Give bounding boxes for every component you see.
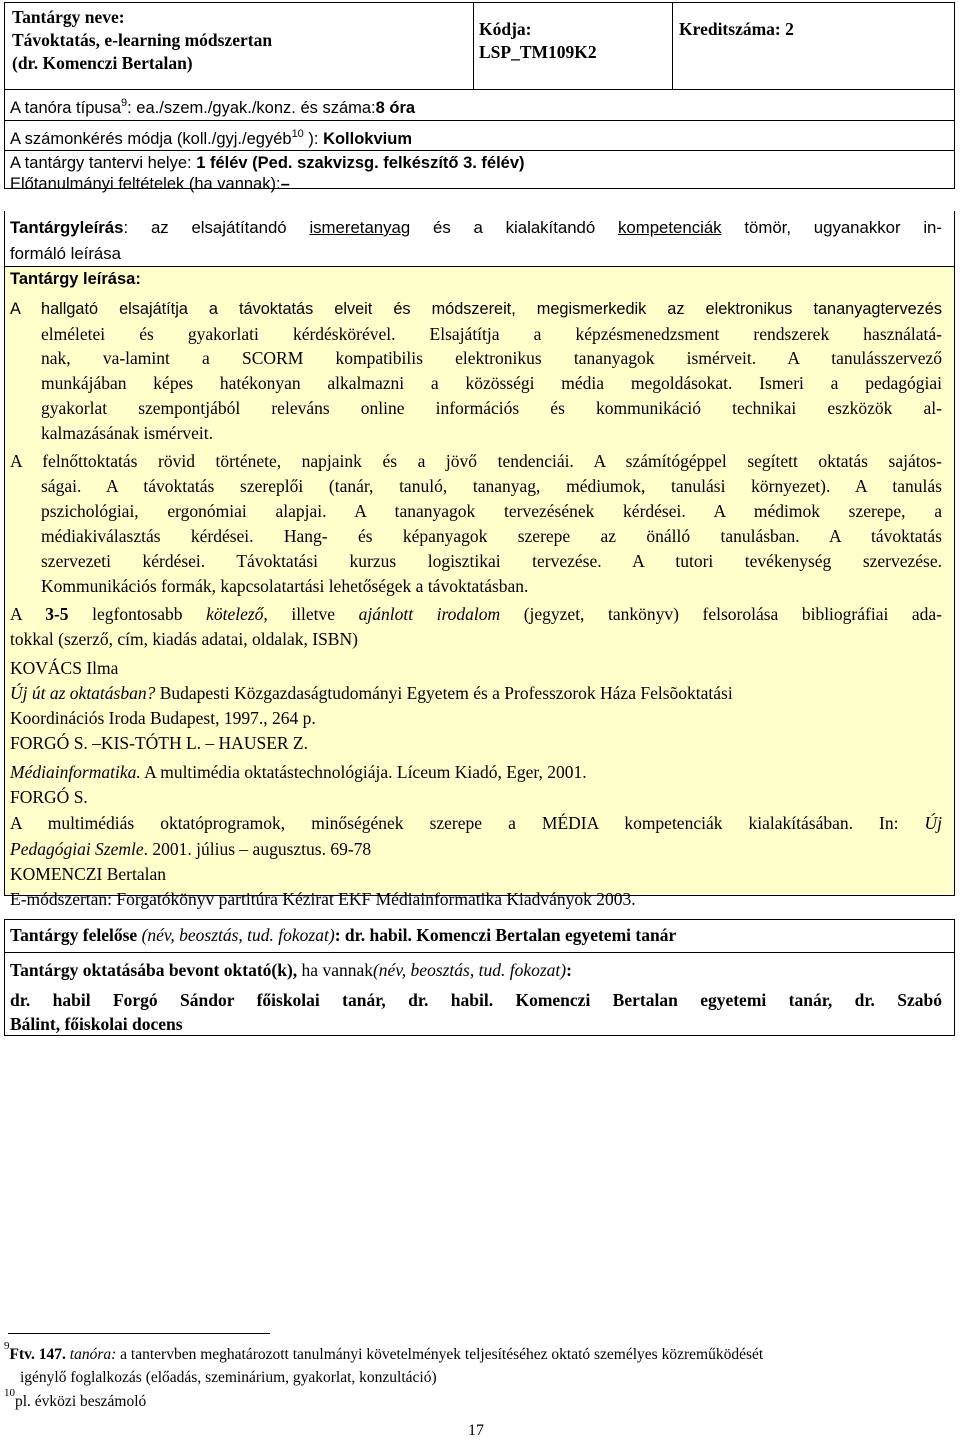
description-line-3: nak, va-lamint a SCORM kompatibilis elektronikus tananyagok ismérveit. A tanulásszervező (41, 348, 942, 368)
content-line-4: médiakiválasztás kérdései. Hang- és képanyagok szerepe az önálló tanulásban. A távoktatás (41, 526, 942, 546)
description-line-2: elméletei és gyakorlati kérdéskörével. Elsajátítja a képzésmenedzsment rendszerek használatá- (41, 324, 942, 344)
content-line-1: A felnőttoktatás rövid története, napjaink és a jövő tendenciái. A számítógéppel segített oktatás sajátos- (10, 451, 942, 471)
subject-label: Tantárgy neve: (12, 7, 125, 27)
code-value: LSP_TM109K2 (479, 42, 597, 62)
literature-ref-2: Médiainformatika. A multimédia oktatástechnológiája. Líceum Kiadó, Eger, 2001. (10, 762, 587, 782)
description-line-5: gyakorlat szempontjából releváns online információs és kommunikáció technikai eszközök al- (41, 398, 942, 418)
literature-intro-2: tokkal (szerző, cím, kiadás adatai, oldalak, ISBN) (10, 629, 358, 649)
instructors-line1: dr. habil Forgó Sándor főiskolai tanár, dr. habil. Komenczi Bertalan egyetemi tanár, dr. Szabó (10, 990, 942, 1010)
instructors-row (4, 952, 955, 1036)
page-number: 17 (468, 1422, 484, 1439)
curriculum-place: A tantárgy tantervi helye: 1 félév (Ped. szakvizsg. felkészítő 3. félév) (10, 154, 525, 172)
subject-name: Távoktatás, e-learning módszertan (12, 30, 273, 50)
literature-author-1: KOVÁCS Ilma (10, 658, 119, 678)
content-line-3: pszichológiai, ergonómiai alapjai. A tananyagok tervezésének kérdései. A médimok szerepe, a (41, 501, 942, 521)
literature-author-2: FORGÓ S. –KIS-TÓTH L. – HAUSER Z. (10, 733, 308, 753)
literature-ref-4: E-módszertan: Forgatókönyv partitúra Kézirat EKF Médiainformatika Kiadványok 2003. (10, 889, 636, 909)
description-section (4, 266, 955, 909)
subject-teacher: (dr. Komenczi Bertalan) (12, 53, 193, 73)
literature-intro-1: A 3-5 legfontosabb kötelező, illetve ajánlott irodalom (jegyzet, tankönyv) felsorolása bibliográfiai ada- (10, 604, 942, 624)
lesson-type: A tanóra típusa$^9$: ea./szem./gyak./konz. és száma:8 óra (10, 96, 416, 117)
responsible-row (4, 919, 955, 953)
header-row (4, 2, 955, 90)
description-header-line1: Tantárgyleírás: az elsajátítandó ismeretanyag és a kialakítandó kompetenciák tömör, ugyanakkor in- (10, 218, 942, 237)
description-header-line2: formáló leírása (10, 244, 121, 263)
literature-author-4: KOMENCZI Bertalan (10, 864, 167, 884)
footnote-9: $^9$Ftv. 147. tanóra: a tantervben meghatározott tanulmányi követelmények teljesítéséhez oktató személyes közreműködését (4, 1339, 764, 1363)
meta-section (4, 89, 955, 193)
literature-ref-3: A multimédiás oktatóprogramok, minőségének szerepe a MÉDIA kompetenciák kialakításában. In: Új (10, 813, 942, 833)
prerequisites: Előtanulmányi feltételek (ha vannak):– (10, 175, 290, 193)
literature-ref-3-line2: Pedagógiai Szemle. 2001. július – augusztus. 69-78 (10, 839, 372, 859)
description-line-4: munkájában képes hatékonyan alkalmazni a közösségi média megoldásokat. Ismeri a pedagógiai (41, 373, 942, 393)
footnote-separator (8, 1333, 270, 1334)
responsible-text: Tantárgy felelőse (név, beosztás, tud. fokozat): dr. habil. Komenczi Bertalan egyetemi tanár (10, 925, 677, 945)
footnote-9-line2: igénylő foglalkozás (előadás, szeminárium, gyakorlat, konzultáció) (20, 1369, 437, 1386)
literature-ref-1: Új út az oktatásban? Budapesti Közgazdaságtudományi Egyetem és a Professzorok Háza Felsõoktatási (10, 683, 733, 703)
code-label: Kódja: (479, 19, 532, 39)
description-title: Tantárgy leírása: (10, 270, 141, 288)
subject-cell (12, 6, 472, 75)
description-line-6: kalmazásának ismérveit. (41, 423, 214, 443)
code-cell (479, 18, 669, 64)
exam-type: A számonkérés módja (koll./gyj./egyéb$^{10}$ ): Kollokvium (10, 127, 412, 148)
footnote-10: $^{10}$pl. évközi beszámoló (4, 1386, 147, 1410)
credits-cell: Kreditszáma: 2 (679, 19, 794, 39)
literature-author-3: FORGÓ S. (10, 787, 88, 807)
literature-ref-1-line2: Koordinációs Iroda Budapest, 1997., 264 p. (10, 708, 316, 728)
instructors-line2: Bálint, főiskolai docens (10, 1014, 183, 1034)
content-line-2: ságai. A távoktatás szereplői (tanár, tanuló, tananyag, médiumok, tanulási környezet). A tanulás (41, 476, 942, 496)
instructors-label: Tantárgy oktatásába bevont oktató(k), ha vannak(név, beosztás, tud. fokozat): (10, 960, 572, 980)
description-line-1: A hallgató elsajátítja a távoktatás elveit és módszereit, megismerkedik az elektronikus tananyagtervezés (10, 300, 942, 318)
content-line-6: Kommunikációs formák, kapcsolatartási lehetőségek a távoktatásban. (41, 576, 529, 596)
description-header (4, 211, 955, 267)
content-line-5: szervezeti kérdései. Távoktatási kurzus logisztikai tervezése. A tutori tevékenység szervezése. (41, 551, 942, 571)
